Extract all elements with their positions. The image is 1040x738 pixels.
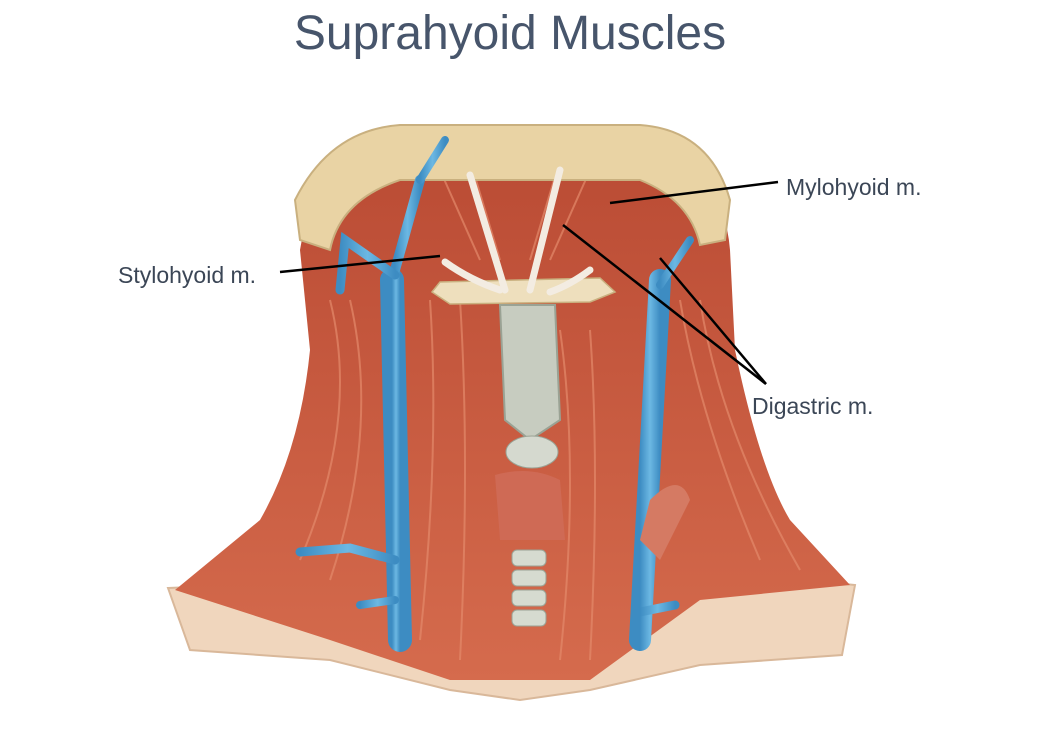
hyoid-bone (432, 278, 615, 304)
thyroid-cartilage (500, 305, 560, 440)
cricoid-cartilage (506, 436, 558, 468)
label-stylohyoid: Stylohyoid m. (118, 262, 257, 288)
page-title: Suprahyoid Muscles (293, 7, 727, 60)
label-mylohyoid: Mylohyoid m. (786, 174, 922, 200)
thyroid-gland (495, 471, 565, 540)
label-digastric: Digastric m. (752, 393, 874, 419)
